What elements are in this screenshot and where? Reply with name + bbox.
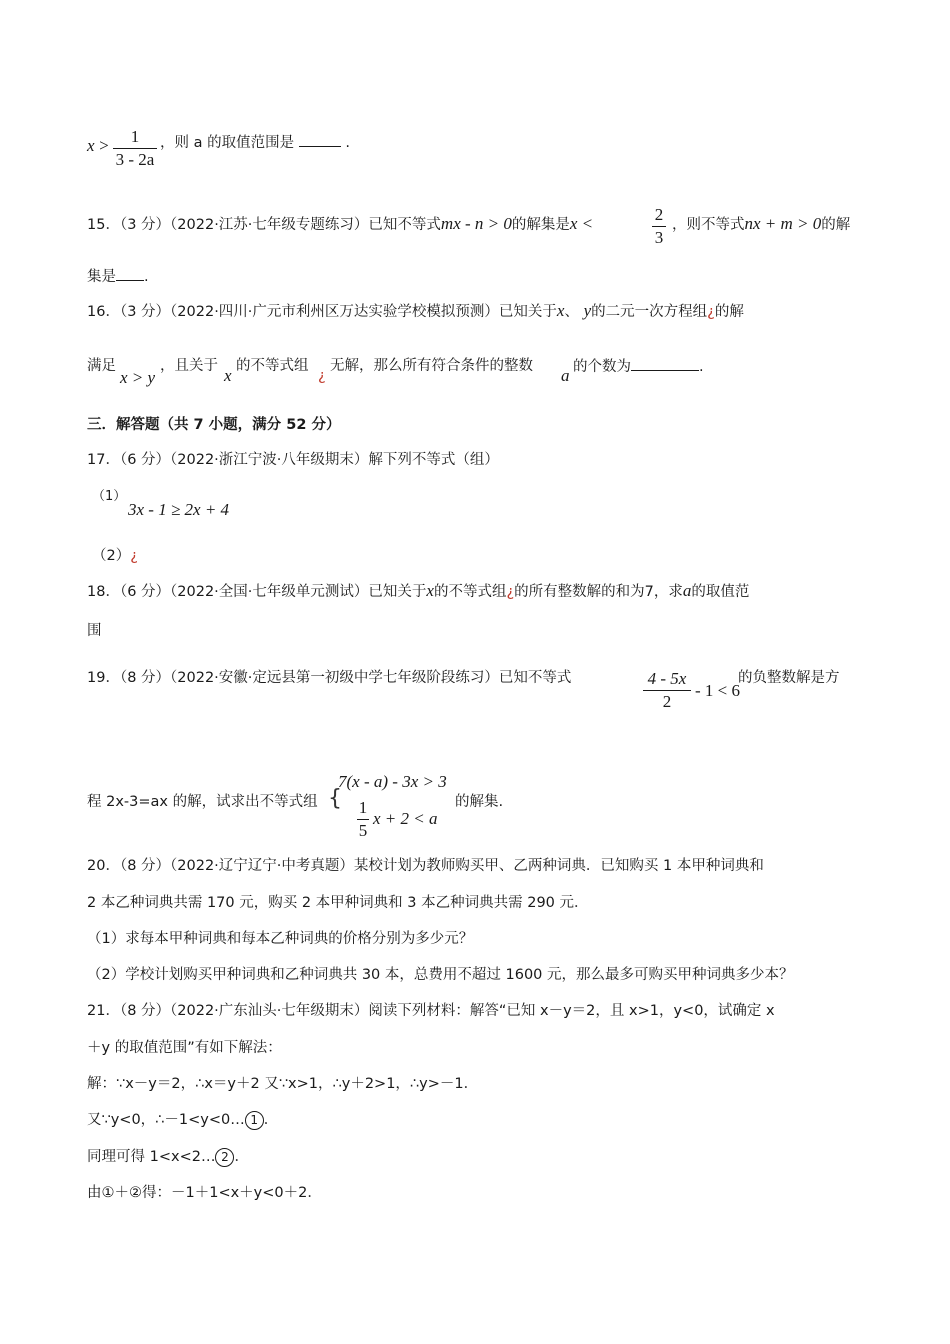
q17-head: 17．（6 分）（2022·浙江宁波·八年级期末）解下列不等式（组） (87, 452, 499, 468)
q21-circled-2: 2 (215, 1148, 234, 1167)
q15-source: （2022·江苏·七年级专题练习）已知不等式 (170, 217, 441, 233)
q19-system-fraction: 1 5 (358, 798, 368, 840)
q15-answer-blank (116, 266, 144, 281)
q19-system-brace: { (328, 786, 342, 811)
q21-line3: 解：∵x－y＝2，∴x＝y＋2 又∵x>1，∴y＋2>1，∴y>－1． (87, 1076, 479, 1092)
q20-part2: （2）学校计划购买甲种词典和乙种词典共 30 本，总费用不超过 1600 元，那么最多可购买甲种词典多少本？ (87, 967, 794, 983)
q16-missing-system-glyph: ¿ (318, 368, 326, 384)
q16-score: （3 分） (119, 304, 171, 320)
q21-line6: 由①＋②得：－1＋1<x＋y<0＋2． (87, 1185, 322, 1201)
q21-line1: 21．（8 分）（2022·广东汕头·七年级期末）阅读下列材料：解答“已知 x－y＝2，且 x>1，y<0，试确定 x (87, 1003, 775, 1019)
q20-part1: （1）求每本甲种词典和每本乙种词典的价格分别为多少元？ (87, 931, 474, 947)
q17-part2-label: （2） (92, 548, 131, 564)
q21-circled-1: 1 (245, 1111, 264, 1130)
q17-part1-expr: 3x - 1 ≥ 2x + 4 (128, 500, 230, 519)
q19-ineq-tail: - 1 < 6 (695, 681, 740, 700)
q19-fraction: 4 - 5x 2 (643, 668, 691, 713)
q16-answer-blank (631, 356, 699, 371)
q19-system-line1: 7(x - a) - 3x > 3 (338, 772, 447, 791)
q14-frac-den: 3 - 2a (115, 150, 155, 169)
q14-fraction (113, 126, 157, 171)
q16-condition: x > y (120, 368, 156, 387)
q14-text: ，则 a 的取值范围是 (160, 135, 295, 151)
q16-missing-equation-glyph: ¿ (707, 304, 715, 320)
q15-ineq1: mx - n > 0 (440, 214, 512, 233)
q18-missing-system-glyph: ¿ (506, 584, 515, 600)
q20-line1: 20．（8 分）（2022·辽宁辽宁·中考真题）某校计划为教师购买甲、乙两种词典．已知购买 1 本甲种词典和 (87, 858, 764, 874)
q18-head: 18．（6 分）（2022·全国·七年级单元测试）已知关于 (87, 584, 427, 600)
q15-fraction: 2 3 (652, 204, 666, 249)
q16-number: 16． (87, 304, 120, 320)
q14-lhs: x (87, 136, 95, 155)
q15-score: （3 分） (119, 217, 171, 233)
q16-source: （2022·四川·广元市利州区万达实验学校模拟预测）已知关于 (170, 304, 557, 320)
q21-line4: 又∵y<0，∴－1<y<0… (87, 1112, 245, 1128)
q14-op: > (99, 136, 109, 155)
q15-solution: x < (569, 214, 594, 233)
q21-line5: 同理可得 1<x<2… (87, 1149, 216, 1165)
q20-line2: 2 本乙种词典共需 170 元，购买 2 本甲种词典和 3 本乙种词典共需 290 元． (87, 895, 589, 911)
q15-ineq2: nx + m > 0 (744, 214, 822, 233)
q21-line2: ＋y 的取值范围”有如下解法： (87, 1040, 282, 1056)
q19-system-line2: x + 2 < a (373, 809, 438, 828)
q15-number: 15． (87, 217, 120, 233)
q14-frac-num: 1 (130, 127, 140, 146)
q14-answer-blank (299, 132, 341, 147)
q17-missing-system-glyph: ¿ (130, 548, 138, 564)
q19-head: 19．（8 分）（2022·安徽·定远县第一初级中学七年级阶段练习）已知不等式 (87, 670, 572, 686)
section-3-heading: 三．解答题（共 7 小题，满分 52 分） (87, 417, 341, 433)
q17-part1-label: （1） (92, 489, 127, 504)
